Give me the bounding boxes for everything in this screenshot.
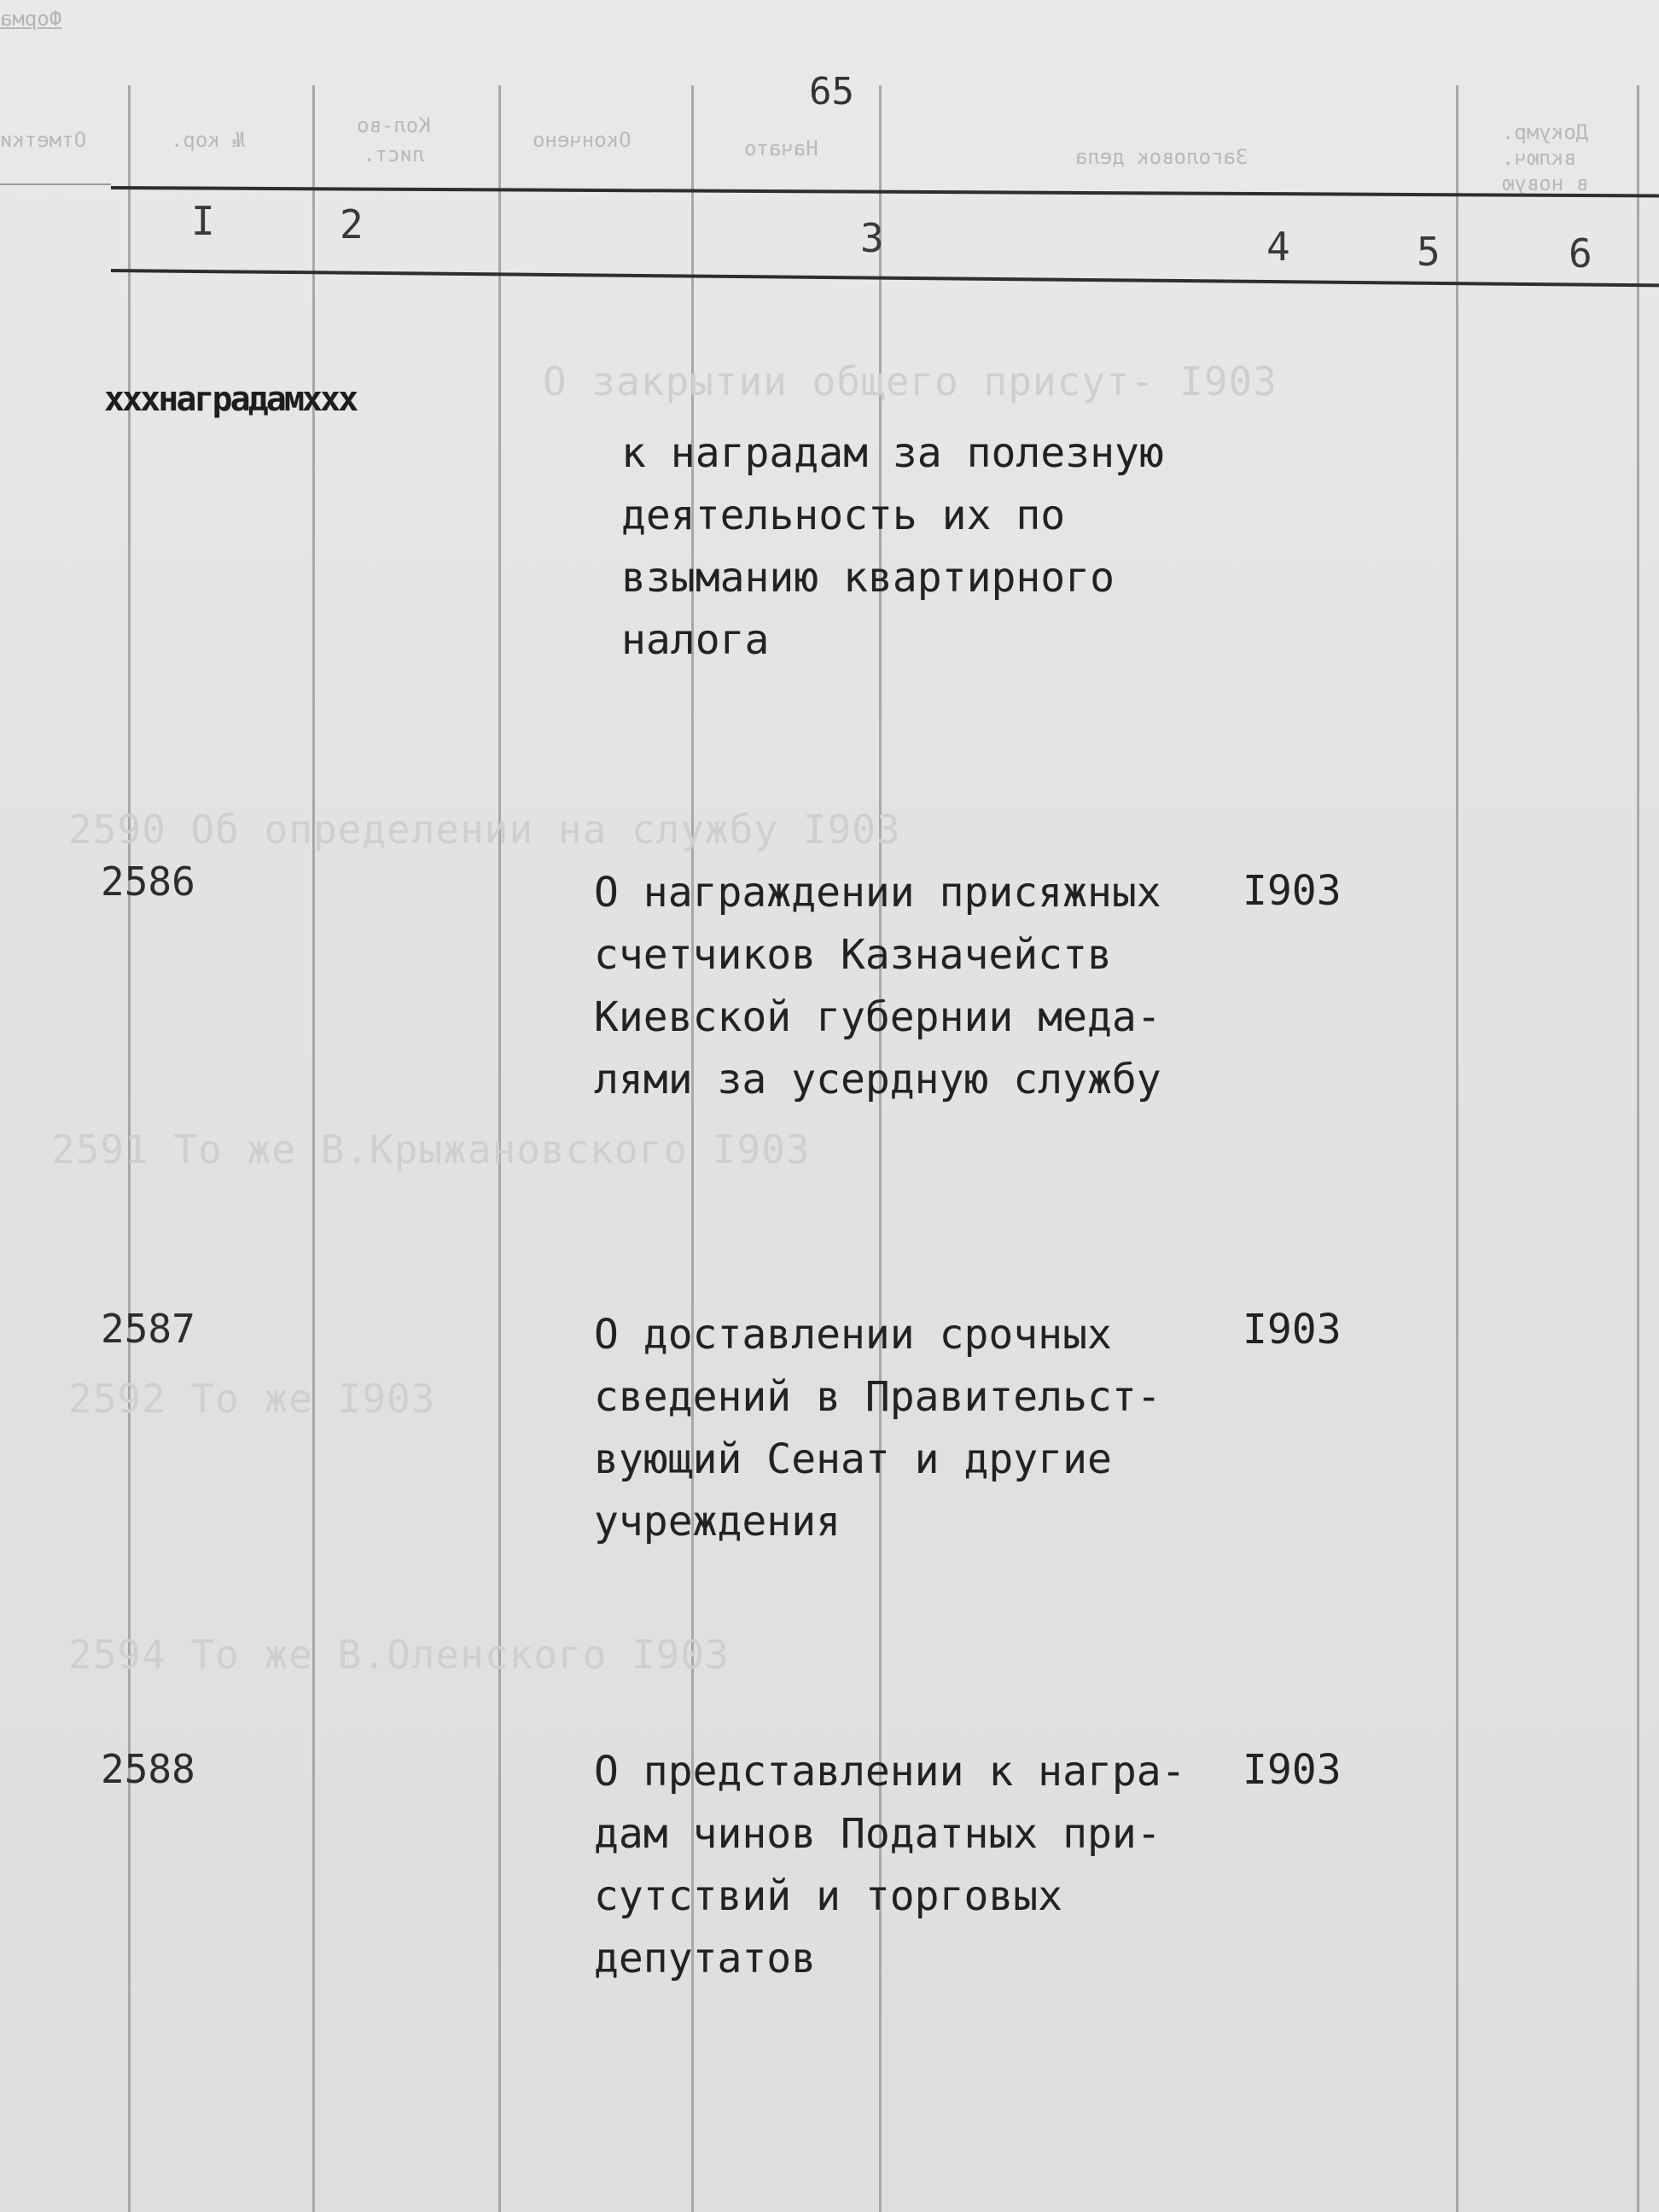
entry-continuation-title: к наградам за полезную деятельность их по взыманию квартирного налога (621, 429, 1164, 664)
entry-title: О представлении к награ- дам чинов Податных при- сутствий и торговых депутатов (594, 1748, 1186, 1982)
entry-number: 2587 (101, 1306, 195, 1352)
entry-year: I903 (1243, 867, 1342, 915)
bleed-through-text: 2591 То же В.Крыжановского I903 (51, 1126, 811, 1173)
bleed-through-text: 2590 Об определении на службу I903 (68, 806, 901, 853)
column-number-6: 6 (1569, 230, 1592, 276)
column-divider (1456, 85, 1458, 2212)
entry-number: 2588 (101, 1746, 195, 1792)
corner-mark: Форма (0, 7, 62, 31)
mirrored-header: Заголовок дела (1075, 145, 1249, 169)
bleed-through-text: О закрытии общего присут- I903 (543, 358, 1278, 405)
column-number-1: I (191, 198, 215, 244)
mirrored-header: Окончено (533, 128, 632, 152)
mirrored-header: Отметки (0, 128, 87, 152)
entry-title: О награждении присяжных счетчиков Казначейств Киевской губернии меда- лями за усердную службу (594, 869, 1161, 1103)
mirrored-header: Начато (744, 137, 818, 160)
entry-year: I903 (1243, 1746, 1342, 1794)
entry-year: I903 (1243, 1306, 1342, 1353)
column-number-3: 3 (860, 215, 884, 261)
column-number-4: 4 (1266, 224, 1290, 270)
column-number-2: 2 (340, 201, 364, 247)
header-rule (111, 186, 1659, 197)
entry-title: О доставлении срочных сведений в Правительст- вующий Сенат и другие учреждения (594, 1311, 1161, 1545)
entry-number: 2586 (101, 859, 195, 905)
mirrored-header: № кор. (171, 128, 245, 152)
header-rule-left (0, 183, 111, 185)
mirrored-header: Кол-во лист. (357, 114, 431, 166)
page-number: 65 (809, 70, 854, 114)
struck-out-text: хххнаградамххх (104, 380, 357, 419)
bleed-through-text: 2592 То же I903 (68, 1376, 436, 1422)
bleed-through-text: 2594 То же В.Оленского I903 (68, 1632, 730, 1678)
column-divider (1637, 85, 1639, 2212)
column-number-5: 5 (1417, 229, 1441, 275)
mirrored-header: Докумр. включ. в новую (1502, 120, 1589, 195)
